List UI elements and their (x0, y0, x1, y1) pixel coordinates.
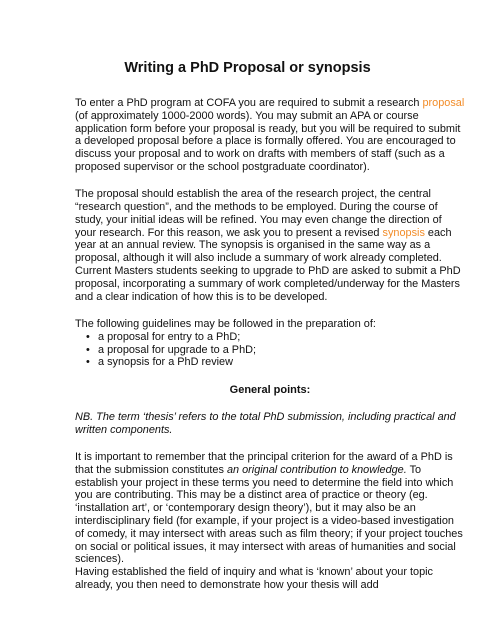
guidelines-intro: The following guidelines may be followed in the preparation of: (75, 317, 376, 330)
highlight-proposal: proposal (422, 97, 465, 109)
text-run: (of approximately 1000-2000 words). You may submit an APA or course application form before your proposal is ready, but you will be required to submit a developed proposal before a place is formally offered. You are encouraged to discuss your proposal and to work on drafts with members of staff (such as a proposed supervisor or the school postgraduate coordinator). (75, 109, 461, 173)
paragraph-intro (75, 97, 465, 174)
text-run: To enter a PhD program at COFA you are required to submit a research (75, 97, 423, 109)
emphasis-original-contribution: an original contribution to knowledge. (226, 463, 407, 476)
bullet-icon: • (86, 343, 90, 356)
document-title: Writing a PhD Proposal or synopsis (124, 60, 371, 76)
section-heading-general-points: General points: (229, 383, 311, 396)
text-run: The proposal should establish the area of the research project, the central “research question”, and the methods to be employed. During the course of study, your initial ideas will be refined. You may even change the direction of your research. For this reason, we ask you to present a revised (75, 188, 442, 239)
paragraph-proposal-scope (75, 188, 465, 303)
bullet-icon: • (86, 330, 90, 343)
nb-note: NB. The term ‘thesis’ refers to the total PhD submission, including practical and written components. (75, 410, 456, 436)
text-run: To establish your project in these terms you need to determine the field into which you are contributing. This may be a distinct area of practice or theory (eg. ‘installation art’, or ‘contemporary design theory’), but it may also be an interdisciplinary field (for example, if your project is a video-based investigation of comedy, it may intersect with areas such as film theory; if your project touches on social or political issues, it may intersect with areas of humanities and social sciences). (75, 463, 463, 566)
guidelines-list (75, 331, 465, 369)
text-run: each year at an annual review. The synopsis is organised in the same way as a proposal, although it will also include a summary of work already completed. Current Masters students seeking to upgrade to PhD are asked to submit a PhD proposal, incorporating a summary of work completed/underway for the Masters and a clear indication of how this is to be developed. (75, 226, 461, 303)
list-item: • a proposal for entry to a PhD; (86, 330, 241, 343)
bullet-icon: • (86, 356, 90, 369)
paragraph-original-contribution (75, 451, 465, 566)
document-body (75, 97, 465, 592)
paragraph-field-of-inquiry: Having established the field of inquiry and what is ‘known’ about your topic already, you then need to demonstrate how your thesis will add (75, 566, 433, 591)
text-run: It is important to remember that the principal criterion for the award of a PhD is that the submission constitutes (75, 451, 453, 476)
highlight-synopsis: synopsis (382, 226, 425, 239)
list-item: • a synopsis for a PhD review (86, 356, 233, 369)
list-item: • a proposal for upgrade to a PhD; (86, 343, 257, 356)
